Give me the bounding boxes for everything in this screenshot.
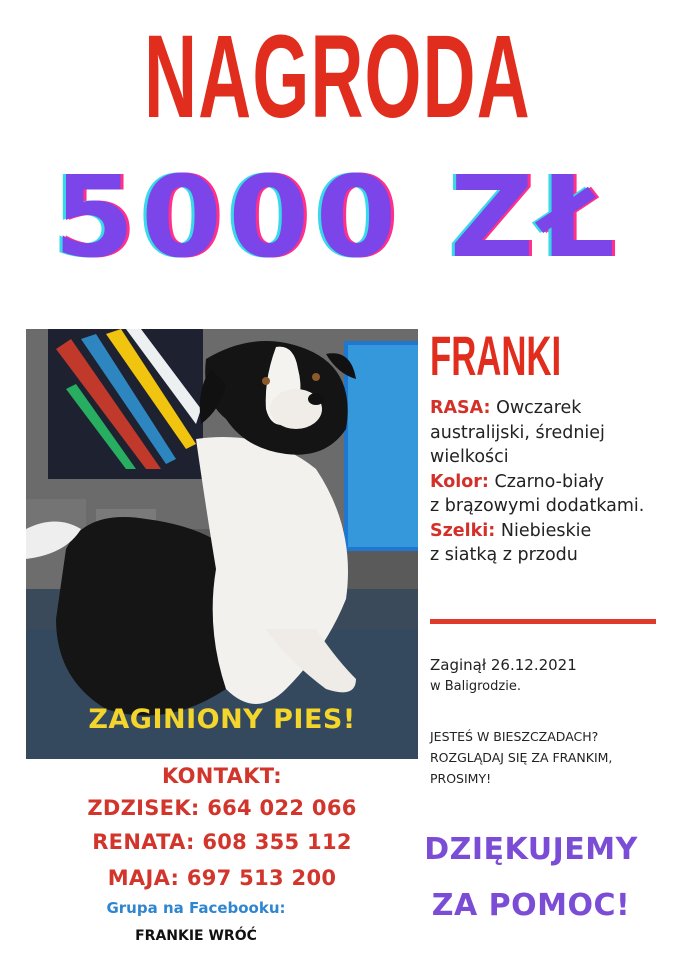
color-line [430, 470, 665, 495]
appeal-line-2: ROZGLĄDAJ SIĘ ZA FRANKIM, [430, 750, 613, 765]
color-label: Kolor: [430, 471, 489, 492]
contact-entry: ZDZISEK: 664 022 066 [87, 796, 357, 820]
color-value: Czarno-biały [494, 471, 604, 492]
dog-photo [26, 329, 418, 759]
thanks-line-2: ZA POMOC! [431, 888, 631, 923]
breed-line [430, 396, 665, 421]
dog-name: FRANKI [430, 324, 562, 387]
lost-date: Zaginął 26.12.2021 [430, 656, 577, 674]
facebook-group-label: Grupa na Facebooku: [106, 899, 286, 917]
harness-line [430, 519, 665, 544]
dog-description [430, 396, 665, 568]
reward-title: NAGRODA [144, 11, 531, 143]
harness-line-2: z siatką z przodu [430, 545, 578, 565]
thanks-line-1: DZIĘKUJEMY [424, 832, 638, 867]
harness-value: Niebieskie [500, 520, 592, 541]
lost-place: w Baligrodzie. [430, 679, 521, 694]
appeal-line-1: JESTEŚ W BIESZCZADACH? [430, 729, 599, 744]
breed-line-2: australijski, średniej [430, 422, 605, 443]
divider [430, 619, 656, 624]
missing-dog-caption: ZAGINIONY PIES! [88, 704, 356, 735]
lost-info [430, 655, 577, 697]
contact-entry: MAJA: 697 513 200 [107, 866, 337, 890]
contact-entry: RENATA: 608 355 112 [92, 830, 352, 854]
appeal-line-3: PROSIMY! [430, 771, 492, 786]
appeal-text [430, 726, 612, 789]
contact-heading: KONTAKT: [162, 764, 282, 788]
facebook-group-name: FRANKIE WRÓĆ [135, 928, 257, 944]
harness-label: Szelki: [430, 520, 496, 541]
breed-label: RASA: [430, 398, 491, 418]
color-line-2: z brązowymi dodatkami. [430, 496, 645, 516]
reward-amount: 5000 ZŁ [53, 153, 622, 283]
breed-line-3: wielkości [430, 447, 509, 467]
painting [48, 329, 203, 479]
breed-value: Owczarek [496, 398, 582, 418]
